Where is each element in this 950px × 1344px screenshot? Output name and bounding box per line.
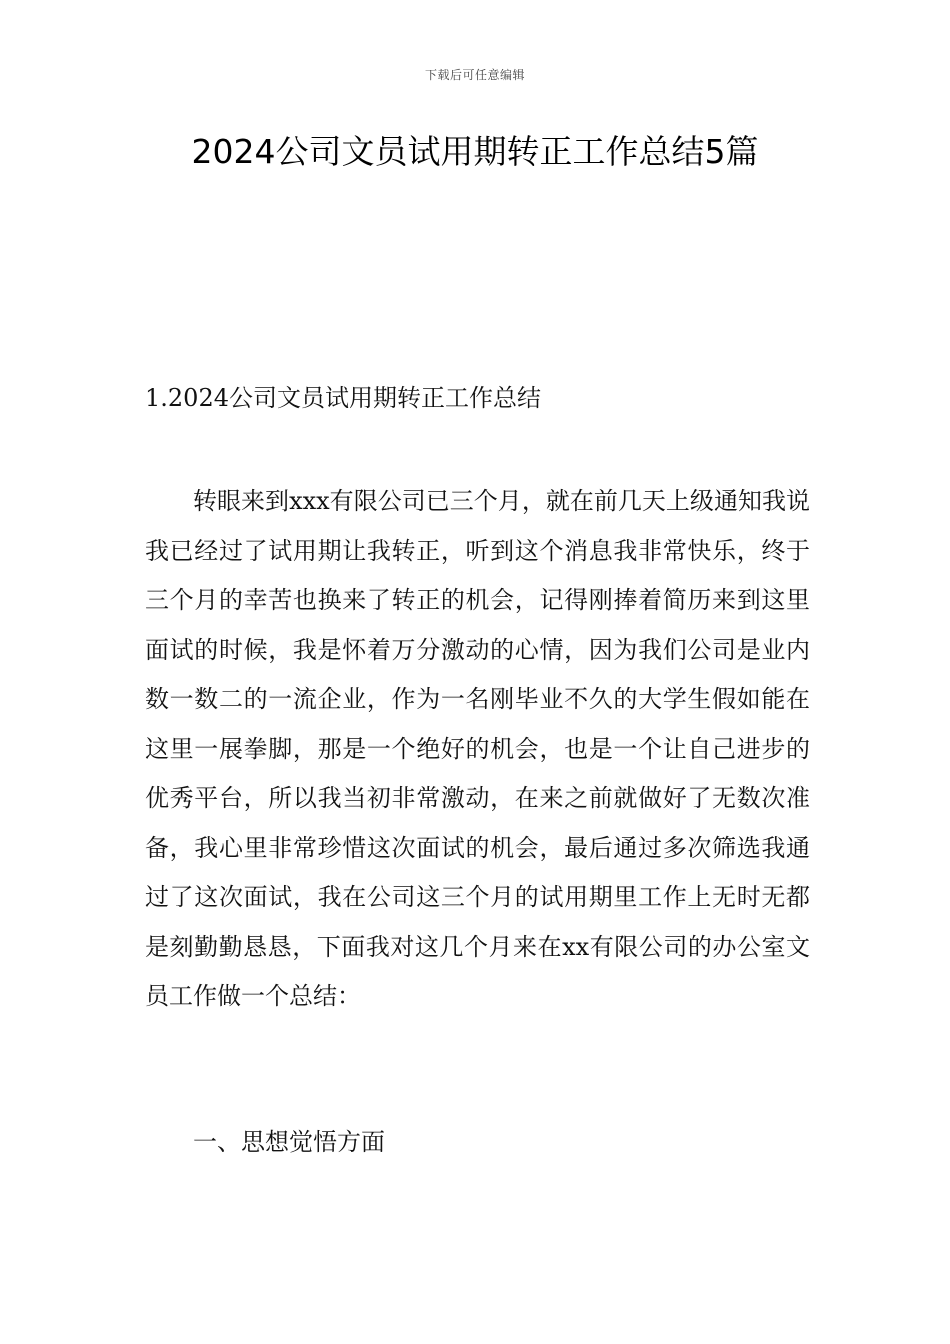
body-paragraph: 转眼来到xxx有限公司已三个月，就在前几天上级通知我说我已经过了试用期让我转正，听到这个消息我非常快乐，终于三个月的幸苦也换来了转正的机会，记得刚捧着简历来到这里面试的时候，我是怀着万分激动的心情，因为我们公司是业内数一数二的一流企业，作为一名刚毕业不久的大学生假如能在这里一展拳脚，那是一个绝好的机会，也是一个让自己进步的优秀平台，所以我当初非常激动，在来之前就做好了无数次准备，我心里非常珍惜这次面试的机会，最后通过多次筛选我通过了这次面试，我在公司这三个月的试用期里工作上无时无都是刻勤勤恳恳，下面我对这几个月来在xx有限公司的办公室文员工作做一个总结：	[145, 487, 810, 1010]
subheading: 一、思想觉悟方面	[193, 1128, 385, 1156]
header-note: 下载后可任意编辑	[424, 68, 525, 82]
section-heading: 1.2024公司文员试用期转正工作总结	[145, 384, 541, 412]
document-title: 2024公司文员试用期转正工作总结5篇	[191, 132, 759, 171]
